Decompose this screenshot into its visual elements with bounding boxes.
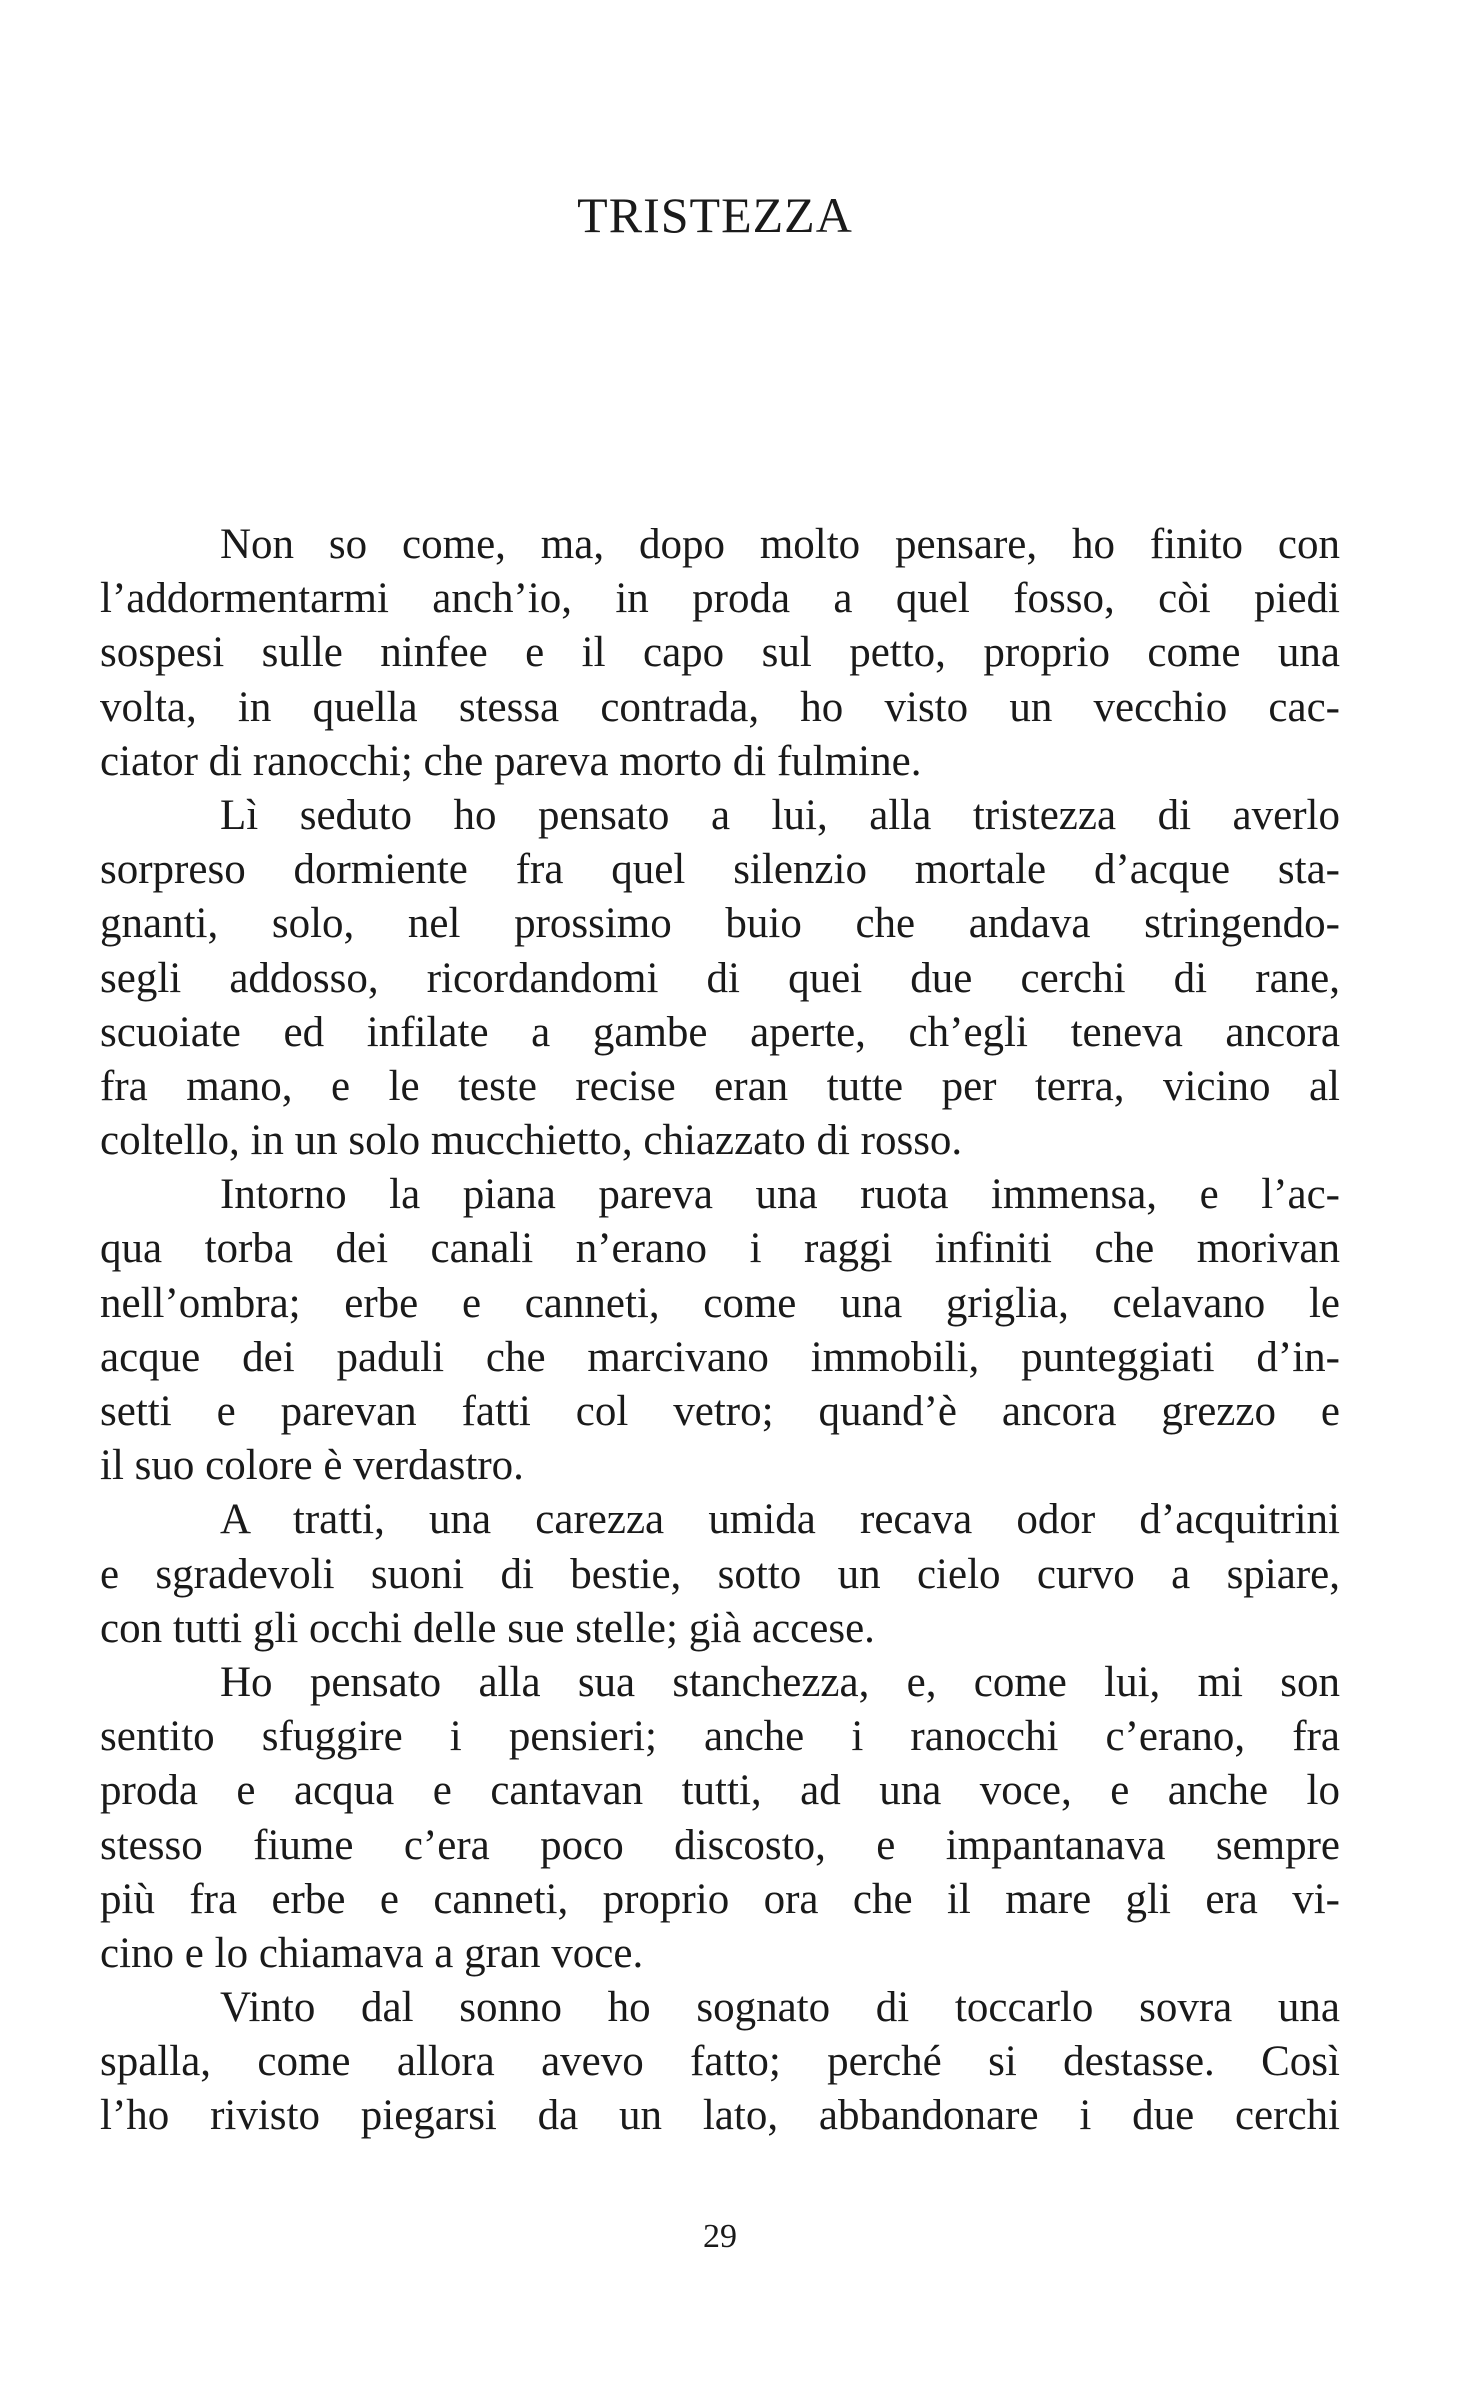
text-line: e sgradevoli suoni di bestie, sotto un cielo curvo a spiare, [100,1550,1340,1598]
text-line: più fra erbe e canneti, proprio ora che il mare gli era vi- [100,1875,1340,1923]
text-line: segli addosso, ricordandomi di quei due cerchi di rane, [100,954,1340,1002]
text-line: con tutti gli occhi delle sue stelle; già accese. [100,1604,875,1652]
text-line: volta, in quella stessa contrada, ho visto un vecchio cac- [100,683,1340,731]
text-line: il suo colore è verdastro. [100,1442,524,1490]
text-line: stesso fiume c’era poco discosto, e impantanava sempre [100,1821,1340,1869]
text-line: ciator di ranocchi; che pareva morto di fulmine. [100,737,922,785]
text-line: sentito sfuggire i pensieri; anche i ranocchi c’erano, fra [100,1713,1340,1761]
text-line: proda e acqua e cantavan tutti, ad una voce, e anche lo [100,1767,1340,1815]
text-line: Non so come, ma, dopo molto pensare, ho finito con [220,521,1340,568]
text-line: sorpreso dormiente fra quel silenzio mortale d’acque sta- [100,846,1340,894]
text-line: spalla, come allora avevo fatto; perché si destasse. Così [100,2038,1340,2086]
text-line: nell’ombra; erbe e canneti, come una griglia, celavano le [100,1279,1340,1327]
text-line: Ho pensato alla sua stanchezza, e, come lui, mi son [220,1658,1340,1706]
text-line: Lì seduto ho pensato a lui, alla tristezza di averlo [220,791,1340,839]
body-text [100,518,1340,2144]
page-number: 29 [703,2218,737,2255]
text-line: cino e lo chiamava a gran voce. [100,1929,644,1977]
text-line: l’ho rivisto piegarsi da un lato, abbandonare i due cerchi [100,2092,1340,2140]
text-line: Intorno la piana pareva una ruota immensa, e l’ac- [220,1171,1340,1219]
text-line: acque dei paduli che marcivano immobili, punteggiati d’in- [100,1333,1340,1381]
text-line: scuoiate ed infilate a gambe aperte, ch’egli teneva ancora [100,1008,1340,1056]
text-line: Vinto dal sonno ho sognato di toccarlo sovra una [220,1984,1340,2032]
text-line: l’addormentarmi anch’io, in proda a quel fosso, còi piedi [100,575,1340,623]
text-line: sospesi sulle ninfee e il capo sul petto, proprio come una [100,629,1340,677]
text-line: setti e parevan fatti col vetro; quand’è ancora grezzo e [100,1388,1340,1435]
text-line: qua torba dei canali n’erano i raggi infiniti che morivan [100,1225,1340,1273]
text-line: gnanti, solo, nel prossimo buio che andava stringendo- [100,900,1340,948]
chapter-title: TRISTEZZA [577,187,853,243]
text-line: fra mano, e le teste recise eran tutte per terra, vicino al [100,1062,1340,1110]
text-line: coltello, in un solo mucchietto, chiazzato di rosso. [100,1117,963,1165]
text-line: A tratti, una carezza umida recava odor d’acquitrini [220,1496,1340,1544]
